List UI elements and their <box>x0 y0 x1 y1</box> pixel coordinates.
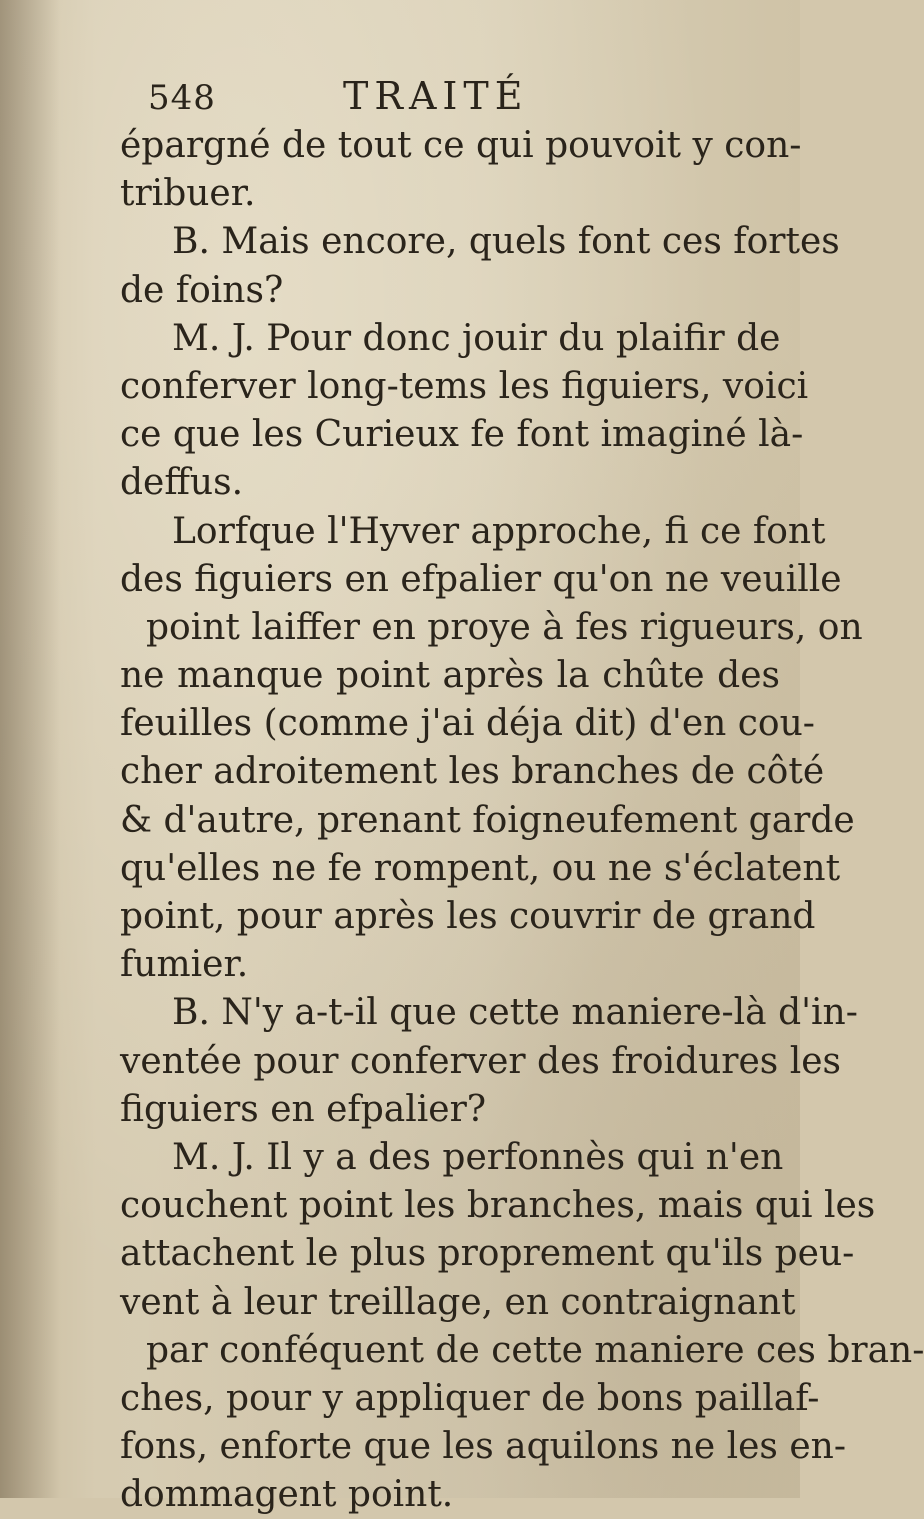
dialogue-line: M. J. Il y a des perfonnès qui n'en <box>172 1136 784 1178</box>
text-line: deffus. <box>120 462 244 504</box>
text-line: de foins? <box>120 269 284 311</box>
text-line: dommagent point. <box>120 1474 454 1516</box>
text-line: ventée pour conferver des froidures les <box>120 1040 842 1082</box>
text-line: figuiers en efpalier? <box>120 1088 487 1130</box>
text-line: tribuer. <box>120 173 256 215</box>
page-number: 548 <box>148 78 216 118</box>
paragraph-start-line: Lorfque l'Hyver approche, fi ce font <box>172 510 826 552</box>
text-line: ce que les Curieux fe font imaginé là- <box>120 414 804 456</box>
text-line: couchent point les branches, mais qui les <box>120 1185 876 1227</box>
text-line: point, pour après les couvrir de grand <box>120 896 816 937</box>
dialogue-line: B. N'y a-t-il que cette maniere-là d'in- <box>172 992 858 1034</box>
page-header <box>148 70 708 130</box>
dialogue-line: B. Mais encore, quels font ces fortes <box>172 221 840 263</box>
text-line: conferver long-tems les figuiers, voici <box>120 365 809 407</box>
text-line: fons, enforte que les aquilons ne les en- <box>120 1426 846 1468</box>
page-gutter-shadow <box>0 0 60 1498</box>
body-text <box>120 122 924 1519</box>
text-line: attachent le plus proprement qu'ils peu- <box>120 1233 855 1275</box>
text-line: des figuiers en efpalier qu'on ne veuille <box>120 558 842 600</box>
text-line: ne manque point après la chûte des <box>120 655 780 697</box>
text-line: cher adroitement les branches de côté <box>120 751 825 793</box>
text-line: fumier. <box>120 944 249 986</box>
text-line: épargné de tout ce qui pouvoit y con- <box>120 125 802 166</box>
text-line: ches, pour y appliquer de bons paillaf- <box>120 1377 820 1419</box>
text-line: qu'elles ne fe rompent, ou ne s'éclatent <box>120 847 841 889</box>
dialogue-line: M. J. Pour donc jouir du plaifir de <box>172 317 781 359</box>
text-line: par conféquent de cette maniere ces bran- <box>146 1329 924 1371</box>
text-line: feuilles (comme j'ai déja dit) d'en cou- <box>120 703 815 745</box>
text-line: point laiffer en proye à fes rigueurs, on <box>146 606 863 648</box>
text-line: & d'autre, prenant foigneufement garde <box>120 799 855 841</box>
running-title: TRAITÉ <box>343 74 529 118</box>
text-line: vent à leur treillage, en contraignant <box>120 1281 796 1323</box>
